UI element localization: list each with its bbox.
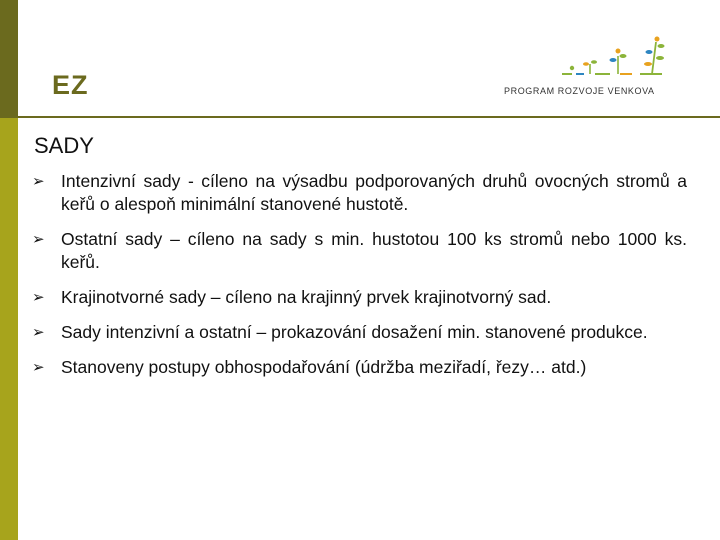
side-bar-top [0, 0, 18, 118]
logo-text: PROGRAM ROZVOJE VENKOVA [504, 86, 655, 96]
header-divider [18, 116, 720, 118]
bullet-item [32, 286, 687, 309]
arrowhead-right-icon: ➢ [32, 289, 45, 306]
bullet-text: Krajinotvorné sady – cíleno na krajinný prvek krajinotvorný sad. [61, 287, 552, 307]
arrowhead-right-icon: ➢ [32, 231, 45, 248]
arrowhead-right-icon: ➢ [32, 359, 45, 376]
sprouting-plants-icon [500, 34, 680, 84]
bullet-item [32, 356, 687, 379]
bullet-text: Stanoveny postupy obhospodařování (údržba meziřadí, řezy… atd.) [61, 357, 587, 377]
section-title: SADY [34, 133, 94, 158]
bullet-item [32, 321, 687, 344]
program-logo [500, 34, 680, 100]
bullet-item [32, 228, 687, 274]
bullet-text: Sady intenzivní a ostatní – prokazování dosažení min. stanovené produkce. [61, 322, 648, 342]
slide-header-title: EZ [52, 70, 89, 100]
bullet-item [32, 170, 687, 216]
arrowhead-right-icon: ➢ [32, 324, 45, 341]
bullet-text: Ostatní sady – cíleno na sady s min. hustotou 100 ks stromů nebo 1000 ks. keřů. [61, 229, 687, 272]
bullet-text: Intenzivní sady - cíleno na výsadbu podporovaných druhů ovocných stromů a keřů o alespoň minimální stanovené hustotě. [61, 171, 687, 214]
side-bar-bottom [0, 118, 18, 540]
arrowhead-right-icon: ➢ [32, 173, 45, 190]
bullet-list [32, 170, 687, 391]
